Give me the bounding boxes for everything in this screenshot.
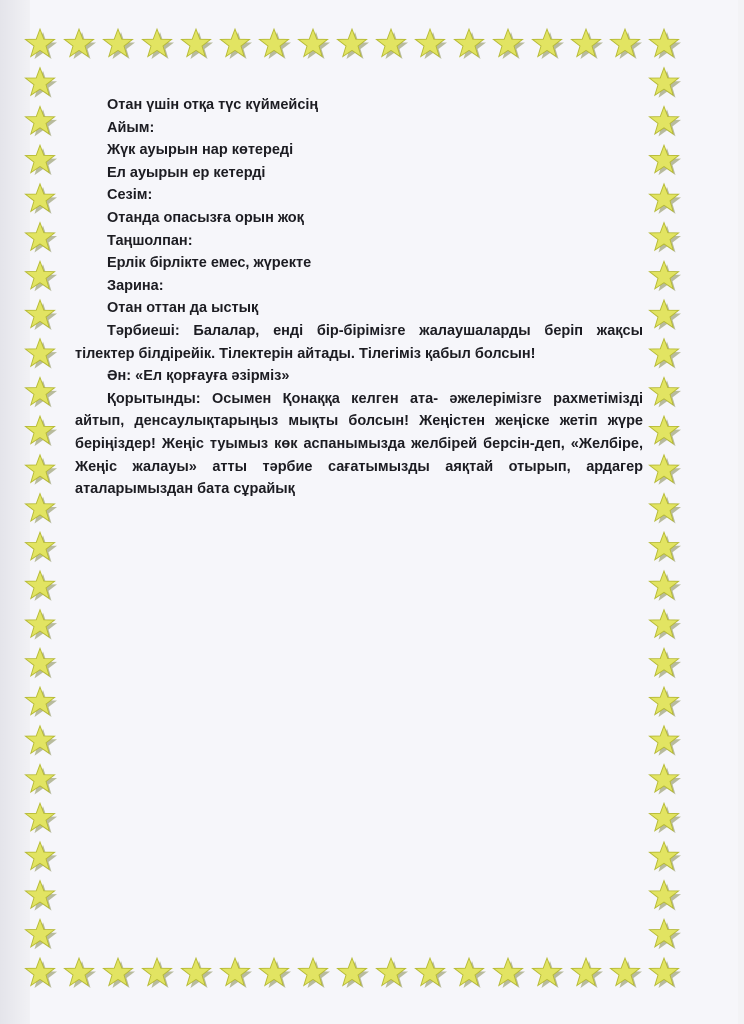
star-icon — [649, 648, 681, 678]
speaker-name: Айым: — [107, 119, 155, 136]
star-icon — [493, 29, 525, 59]
star-icon — [103, 958, 135, 988]
star-icon — [298, 29, 330, 59]
star-icon — [649, 68, 681, 98]
star-icon — [649, 881, 681, 911]
star-icon — [25, 726, 57, 756]
star-icon — [25, 377, 57, 407]
star-icon — [25, 455, 57, 485]
poem-line: Ел ауырын ер кетерді — [107, 164, 266, 181]
star-icon — [25, 958, 57, 988]
star-icon — [571, 958, 603, 988]
star-icon — [649, 184, 681, 214]
star-icon — [649, 494, 681, 524]
star-icon — [220, 958, 252, 988]
star-icon — [103, 29, 135, 59]
teacher-paragraph: Тәрбиеші: Балалар, енді бір-бірімізге жалаушаларды беріп жақсы тілектер білдірейік. Тілектерін айтады. Тілегіміз қабыл болсын! — [75, 322, 643, 362]
star-icon — [532, 29, 564, 59]
star-icon — [649, 532, 681, 562]
star-icon — [649, 919, 681, 949]
star-icon — [610, 29, 642, 59]
star-icon — [25, 300, 57, 330]
star-icon — [25, 68, 57, 98]
star-icon — [454, 29, 486, 59]
star-icon — [649, 958, 681, 988]
star-icon — [25, 29, 57, 59]
star-icon — [649, 610, 681, 640]
star-icon — [649, 300, 681, 330]
star-icon — [649, 455, 681, 485]
speaker-name: Таңшолпан: — [107, 232, 193, 249]
star-icon — [376, 29, 408, 59]
star-icon — [25, 648, 57, 678]
star-icon — [25, 339, 57, 369]
star-icon — [142, 29, 174, 59]
star-icon — [25, 261, 57, 291]
speaker-name: Зарина: — [107, 277, 164, 294]
star-icon — [25, 687, 57, 717]
star-icon — [415, 29, 447, 59]
star-icon — [25, 919, 57, 949]
star-icon — [649, 687, 681, 717]
star-icon — [25, 184, 57, 214]
poem-line: Отан үшін отқа түс күймейсің — [107, 97, 319, 113]
star-icon — [337, 958, 369, 988]
star-icon — [25, 610, 57, 640]
star-icon — [259, 29, 291, 59]
poem-line: Отанда опасызға орын жоқ — [107, 209, 304, 226]
star-icon — [25, 106, 57, 136]
star-icon — [649, 377, 681, 407]
star-icon — [649, 764, 681, 794]
star-icon — [649, 803, 681, 833]
star-icon — [25, 764, 57, 794]
star-icon — [181, 958, 213, 988]
star-icon — [25, 223, 57, 253]
star-icon — [649, 726, 681, 756]
star-icon — [25, 803, 57, 833]
star-icon — [181, 29, 213, 59]
star-icon — [532, 958, 564, 988]
star-icon — [649, 223, 681, 253]
star-icon — [25, 145, 57, 175]
star-icon — [220, 29, 252, 59]
star-icon — [376, 958, 408, 988]
star-icon — [649, 571, 681, 601]
star-icon — [571, 29, 603, 59]
star-icon — [649, 842, 681, 872]
star-icon — [649, 416, 681, 446]
star-icon — [649, 339, 681, 369]
star-icon — [25, 416, 57, 446]
star-icon — [649, 261, 681, 291]
star-icon — [25, 494, 57, 524]
star-icon — [25, 881, 57, 911]
star-icon — [25, 532, 57, 562]
star-icon — [337, 29, 369, 59]
conclusion-paragraph: Қорытынды: Осымен Қонаққа келген ата- әжелерімізге рахметімізді айтып, денсаулықтарыңыз мықты болсын! Жеңістен жеңіске жетіп жүре беріңіздер! Жеңіс туымыз көк аспанымызда желбірей берсін-деп, «Желбіре, Жеңіс жалауы» атты тәрбие сағатымызды аяқтай отырып, ардагер аталарымыздан бата сұрайық — [75, 390, 643, 498]
star-icon — [142, 958, 174, 988]
star-icon — [649, 29, 681, 59]
star-icon — [454, 958, 486, 988]
speaker-name: Сезім: — [107, 187, 153, 204]
poem-line: Ерлік бірлікте емес, жүректе — [107, 255, 312, 272]
star-icon — [25, 842, 57, 872]
song-line: Ән: «Ел қорғауға әзірміз» — [107, 368, 290, 385]
star-icon — [649, 145, 681, 175]
star-icon — [298, 958, 330, 988]
star-icon — [415, 958, 447, 988]
star-icon — [259, 958, 291, 988]
star-icon — [610, 958, 642, 988]
poem-line: Отан оттан да ыстық — [107, 300, 259, 317]
star-icon — [64, 958, 96, 988]
star-icon — [25, 571, 57, 601]
poem-line: Жүк ауырын нар көтереді — [107, 142, 294, 159]
star-icon — [64, 29, 96, 59]
star-icon — [649, 106, 681, 136]
star-icon — [493, 958, 525, 988]
document-body — [75, 94, 643, 501]
